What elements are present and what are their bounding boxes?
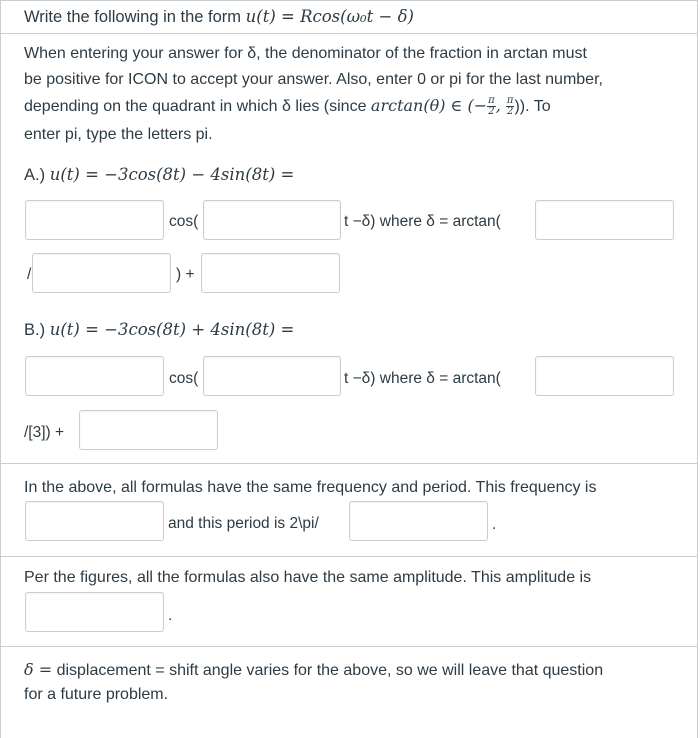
section-divider-1 <box>0 463 698 464</box>
part-a-amplitude-input[interactable] <box>25 200 164 240</box>
part-a-delta-label: t −δ) where δ = arctan( <box>344 213 501 230</box>
amplitude-input[interactable] <box>25 592 164 632</box>
part-a-arctan-denominator-input[interactable] <box>32 253 171 293</box>
part-a-plus-input[interactable] <box>201 253 340 293</box>
instructions-line-3: depending on the quadrant in which δ lies (since arctan(θ) ∈ (− $\frac{\pi}{2}$ , $\frac{\pi}{2}$ )). To <box>24 95 551 117</box>
part-b-tail-label: /[3]) + <box>24 424 65 441</box>
frequency-text: In the above, all formulas have the same frequency and period. This frequency is <box>24 479 597 496</box>
question-header <box>24 7 414 27</box>
part-b-expression: u(t) = −3cos(8t) + 4sin(8t) = <box>49 320 295 339</box>
delta-symbol: δ = <box>24 660 53 679</box>
period-end: . <box>492 516 497 533</box>
part-b-delta-label: t −δ) where δ = arctan( <box>344 370 501 387</box>
amplitude-text: Per the figures, all the formulas also have the same amplitude. This amplitude is <box>24 569 592 586</box>
part-a-cos-label: cos( <box>169 213 199 230</box>
section-divider-2 <box>0 556 698 557</box>
part-a-heading: A.) u(t) = −3cos(8t) − 4sin(8t) = <box>24 165 295 184</box>
section-divider-3 <box>0 646 698 647</box>
footer-line-1: δ = displacement = shift angle varies for the above, so we will leave that question <box>24 660 604 679</box>
part-a-omega-input[interactable] <box>203 200 341 240</box>
part-a-arctan-numerator-input[interactable] <box>535 200 674 240</box>
part-a-expression: u(t) = −3cos(8t) − 4sin(8t) = <box>49 165 295 184</box>
part-b-amplitude-input[interactable] <box>25 356 164 396</box>
instructions-line-2: be positive for ICON to accept your answer. Also, enter 0 or pi for the last number, <box>24 71 603 88</box>
header-lead: Write the following in the form <box>24 8 242 26</box>
part-b-arctan-numerator-input[interactable] <box>535 356 674 396</box>
header-formula: u(t) = Rcos(ω₀t − δ) <box>245 7 414 26</box>
amplitude-end: . <box>168 607 173 624</box>
part-b-heading: B.) u(t) = −3cos(8t) + 4sin(8t) = <box>24 320 295 339</box>
period-input[interactable] <box>349 501 488 541</box>
period-label: and this period is 2\pi/ <box>168 515 319 532</box>
arctan-range: arctan(θ) ∈ (− $\frac{\pi}{2}$ , $\frac{\pi}{2}$ <box>370 95 514 117</box>
instructions-line-1: When entering your answer for δ, the denominator of the fraction in arctan must <box>24 45 587 62</box>
header-divider <box>0 33 698 34</box>
footer-line-2: for a future problem. <box>24 686 169 703</box>
frequency-input[interactable] <box>25 501 164 541</box>
instructions-line-4: enter pi, type the letters pi. <box>24 126 213 143</box>
part-b-plus-input[interactable] <box>79 410 218 450</box>
part-a-plus-label: ) + <box>176 266 195 283</box>
part-b-omega-input[interactable] <box>203 356 341 396</box>
part-b-cos-label: cos( <box>169 370 199 387</box>
part-a-slash-label: / <box>27 266 32 283</box>
